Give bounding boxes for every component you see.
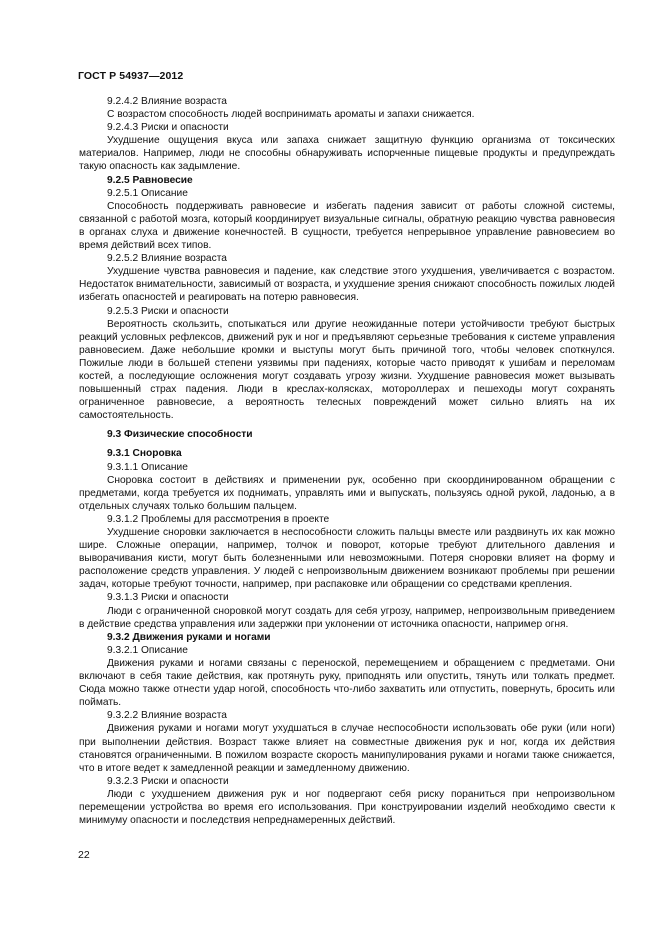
subsection-heading: 9.2.5.1 Описание: [107, 187, 188, 199]
paragraph: Ухудшение сноровки заключается в неспособности сложить пальцы вместе или раздвинуть их как можно шире. Сложные операции, например, толчок и поворот, которые требуют длительного давления и выворачивания кисти, могут быть болезненными или невозможными. Потеря сноровки влияет на форму и расположение средств управления. У людей с непроизвольным движением возникают проблемы при решении задач, которые требуют точности, например, при распаковке или обращении со средствами крепления.: [79, 527, 615, 591]
section-heading: 9.3 Физические способности: [107, 429, 253, 441]
paragraph: Люди с ухудшением движения рук и ног подвергают себя риску пораниться при непроизвольном перемещении устройства во время его использования. При конструировании изделий необходимо свести к минимуму опасности и последствия непреднамеренных действий.: [79, 788, 615, 827]
paragraph: Ухудшение чувства равновесия и падение, как следствие этого ухудшения, увеличивается с возрастом. Недостаток внимательности, зависимый от возраста, и ухудшение зрения снижают способность пожилых людей избегать опасностей и реагировать на потерю равновесия.: [79, 266, 615, 304]
document-body: [79, 95, 615, 827]
paragraph: С возрастом способность людей воспринимать ароматы и запахи снижается.: [107, 109, 475, 121]
subsection-heading: 9.2.5.3 Риски и опасности: [107, 305, 229, 317]
paragraph: Сноровка состоит в действиях и применении рук, особенно при скоординированном обращении с предметами, когда требуется их поднимать, управлять ими и выпускать, пользуясь одной рукой, ладонью, а в отдельных случаях только большим пальцем.: [79, 474, 615, 512]
paragraph: Ухудшение ощущения вкуса или запаха снижает защитную функцию организма от токсических материалов. Например, люди не способны обнаруживать испорченные пищевые продукты и предупреждать такую опасность как задымление.: [79, 135, 615, 173]
paragraph: Вероятность скользить, спотыкаться или другие неожиданные потери устойчивости требуют быстрых реакций условных рефлексов, движений рук и ног и предъявляют серьезные требования к системе управления равновесием. Даже небольшие кромки и выступы могут быть причиной того, чтобы человек споткнулся. Пожилые люди в большей степени уязвимы при падениях, которые часто приводят к ушибам и переломам костей, а последующие осложнения могут создавать угрозу жизни. Ухудшение равновесия может вызывать повышенный страх падения. Люди в креслах-колясках, мотороллерах и пешеходы могут сохранять ограниченное равновесие, а вероятность телесных повреждений может сильно влиять на их самостоятельность.: [79, 318, 615, 422]
section-heading: 9.2.5 Равновесие: [107, 174, 193, 186]
section-heading: 9.3.2 Движения руками и ногами: [107, 631, 271, 643]
subsection-heading: 9.3.2.2 Влияние возраста: [107, 710, 227, 722]
subsection-heading: 9.3.2.1 Описание: [107, 644, 188, 656]
page-number: 22: [78, 849, 90, 861]
subsection-heading: 9.3.2.3 Риски и опасности: [107, 775, 229, 787]
paragraph: Движения руками и ногами могут ухудшаться в случае неспособности использовать обе руки (или ноги) при выполнении действия. Возраст также влияет на совместные движения рук и ног, когда их действия становятся ограниченными. В пожилом возрасте скорость манипулирования руками и ногами также снижается, что в итоге ведет к замедленной реакции и замедленному движению.: [79, 723, 615, 774]
subsection-heading: 9.2.5.2 Влияние возраста: [107, 253, 227, 265]
paragraph: Люди с ограниченной сноровкой могут создать для себя угрозу, например, непроизвольным приведением в действие средства управления или задержки при уклонении от источника опасности, например огня.: [79, 605, 615, 630]
subsection-heading: 9.3.1.3 Риски и опасности: [107, 592, 229, 604]
section-heading: 9.3.1 Сноровка: [107, 448, 182, 460]
document-header: ГОСТ Р 54937—2012: [78, 70, 184, 82]
subsection-heading: 9.2.4.2 Влияние возраста: [107, 96, 227, 107]
subsection-heading: 9.2.4.3 Риски и опасности: [107, 122, 229, 134]
paragraph: Способность поддерживать равновесие и избегать падения зависит от работы сложной системы, связанной с работой мозга, который координирует визуальные сигналы, обратную реакцию чувства равновесия в органах слуха и движение конечностей. В сущности, требуется непрерывное управление равновесием во время действий всех типов.: [79, 200, 615, 252]
subsection-heading: 9.3.1.2 Проблемы для рассмотрения в проекте: [107, 513, 330, 525]
paragraph: Движения руками и ногами связаны с переноской, перемещением и обращением с предметами. Они включают в себя такие действия, как протянуть руку, приподнять или опустить, тянуть или толкать предмет. Сюда можно также отнести удар ногой, способность что-либо захватить или отпустить, повернуть, бросить или поймать.: [79, 657, 615, 709]
subsection-heading: 9.3.1.1 Описание: [107, 461, 188, 473]
